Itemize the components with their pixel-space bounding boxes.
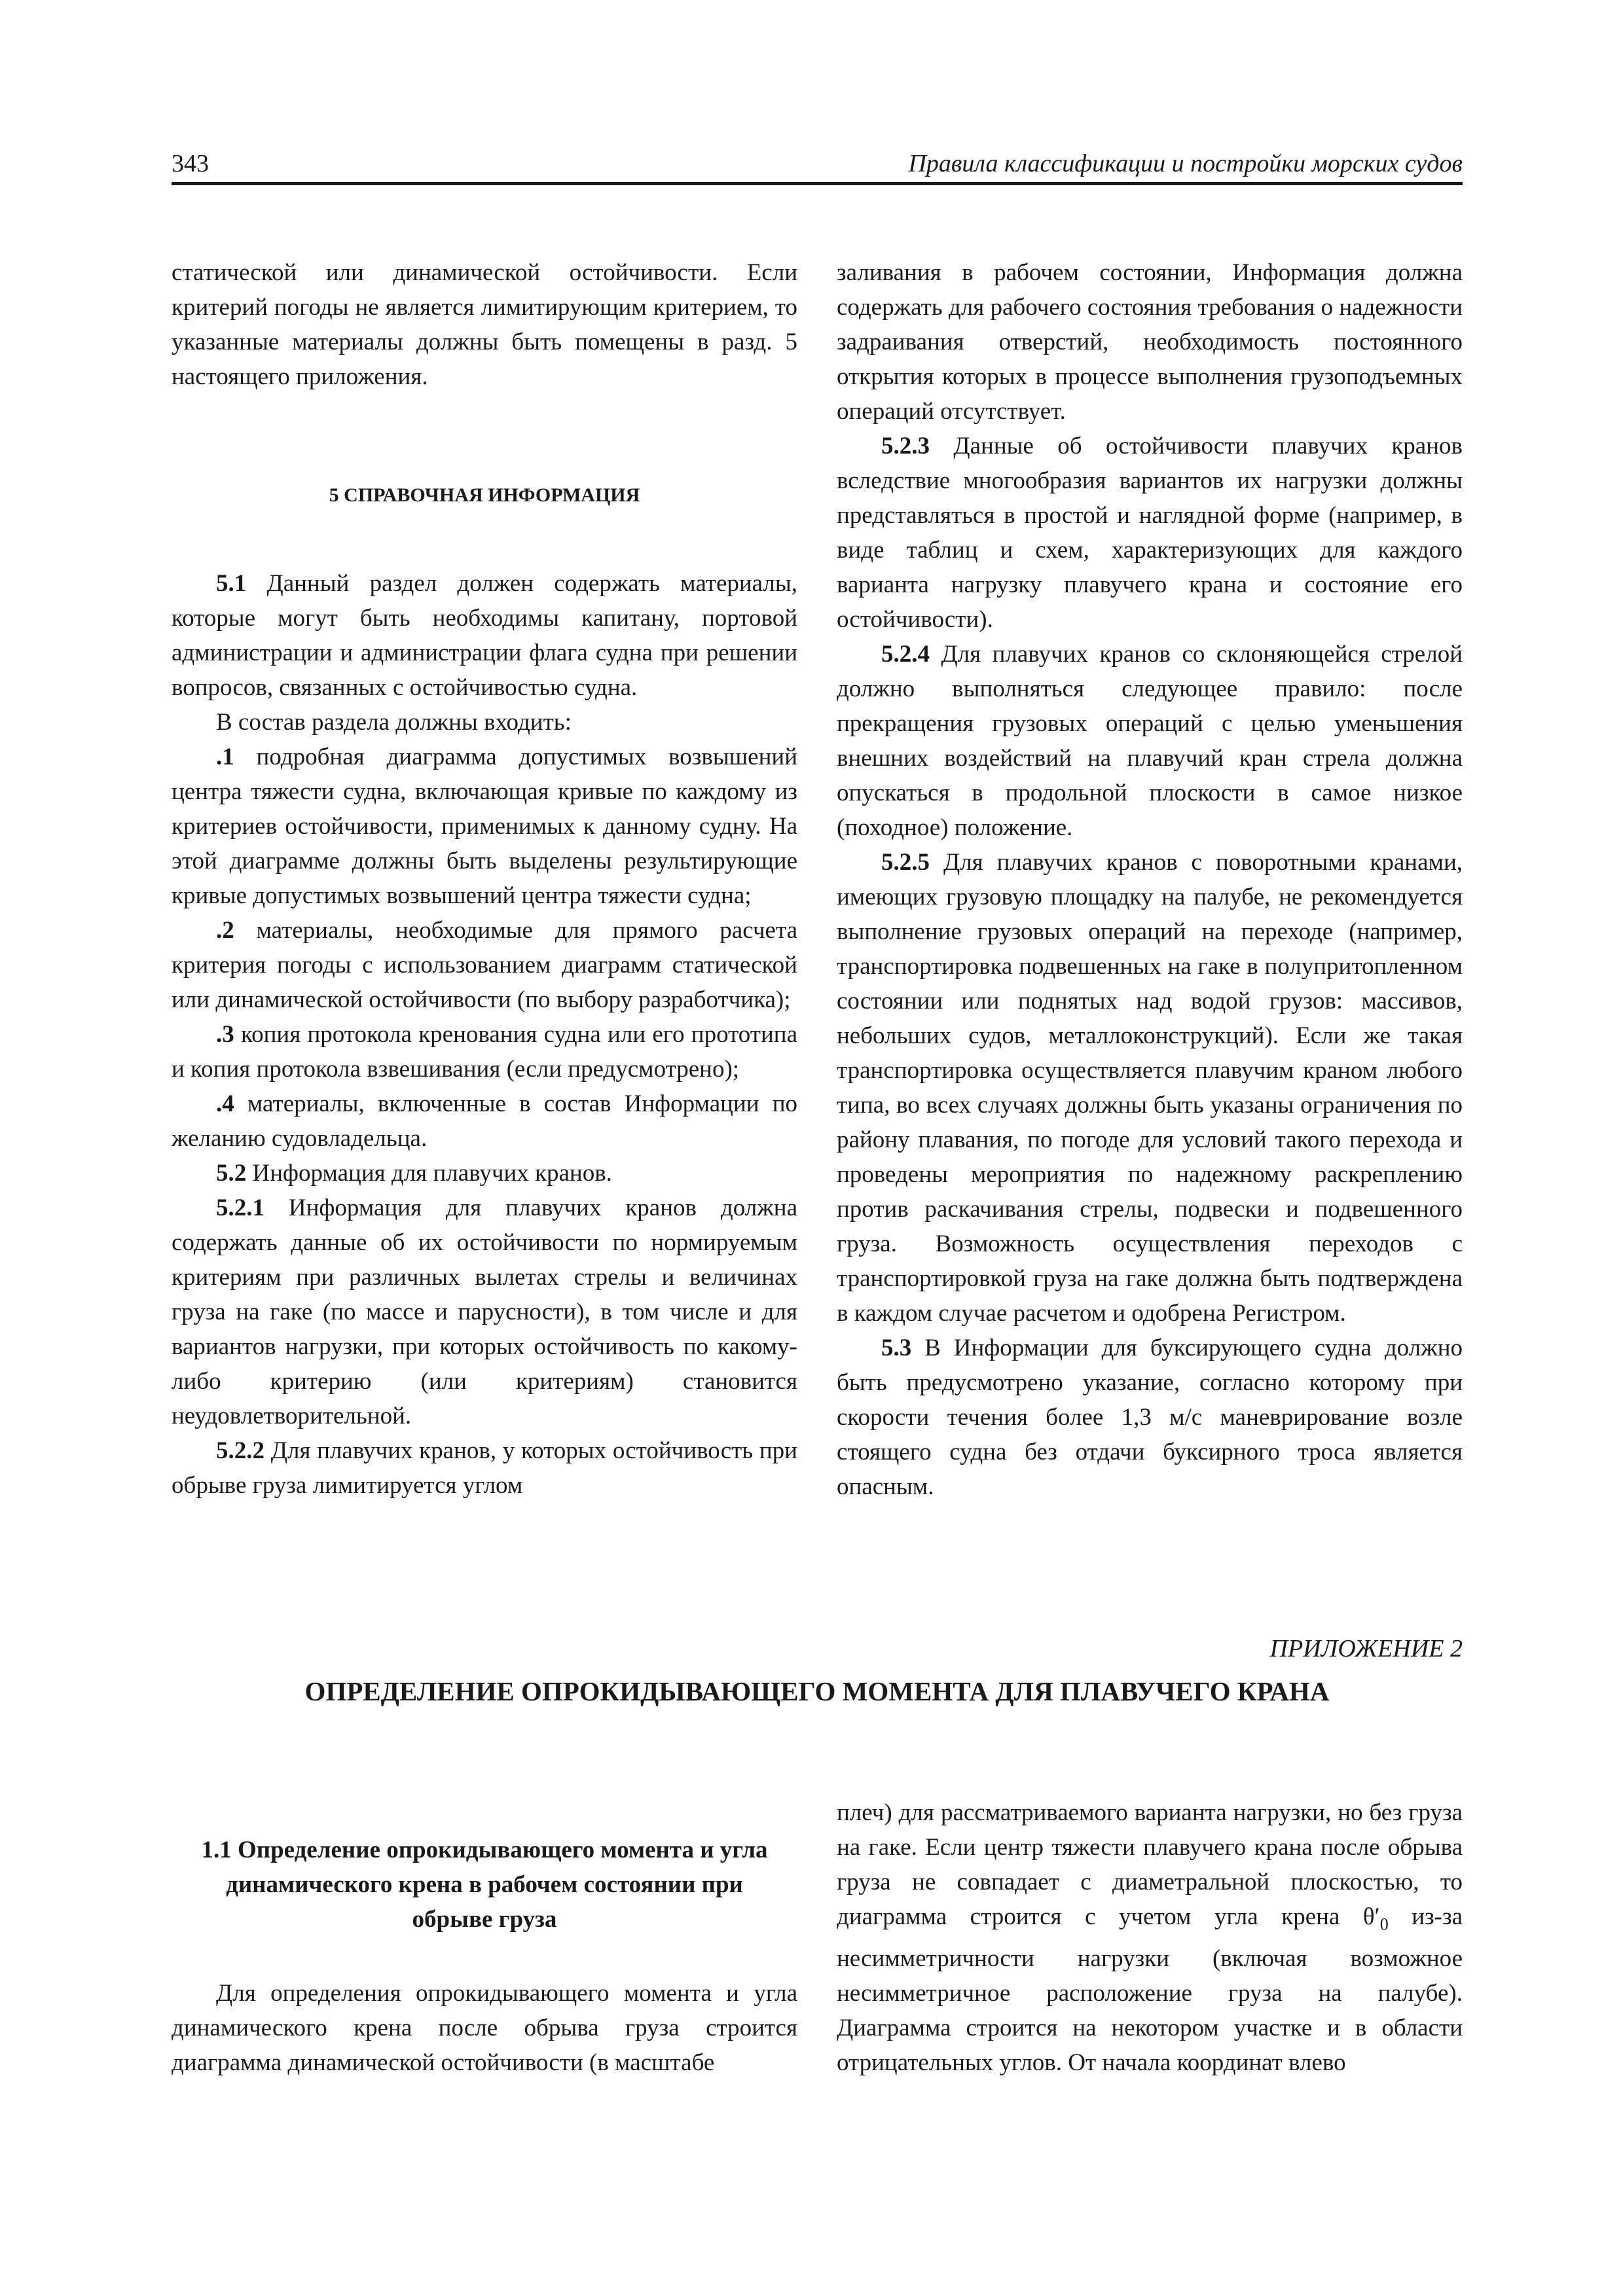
list-item: .2 материалы, необходимые для прямого расчета критерия погоды с использованием диаграмм статической или динамической остойчивости (по выбору разработчика);	[172, 917, 797, 1013]
section-title: 5 СПРАВОЧНАЯ ИНФОРМАЦИЯ	[329, 484, 640, 506]
paragraph-5-2-1: 5.2.1 Информация для плавучих кранов должна содержать данные об их остойчивости по нормируемым критериям при различных вылетах стрелы и величинах груза на гаке (по массе и парусности), в том числе и для вариантов нагрузки, при которых остойчивость по какому-либо критерию (или критериям) становится неудовлетворительной.	[172, 1194, 797, 1429]
paragraph-5-1: 5.1 Данный раздел должен содержать материалы, которые могут быть необходимы капитану, портовой администрации и администрации флага судна при решении вопросов, связанных с остойчивостью судна.	[172, 570, 797, 701]
paragraph: плеч) для рассматриваемого варианта нагрузки, но без груза на гаке. Если центр тяжести плавучего крана после обрыва груза не совпадает с диаметральной плоскостью, то диаграмма строится с учетом угла крена $\theta'_0$ из-за несимметричности нагрузки (включая возможное несимметричное расположение груза на палубе). Диаграмма строится на некотором участке и в области отрицательных углов. От начала координат влево	[837, 1799, 1463, 2077]
page-number: 343	[172, 150, 209, 177]
subsection-title: 1.1 Определение опрокидывающего момента и угла динамического крена в рабочем состоянии при обрыве груза	[201, 1837, 768, 1933]
running-title: Правила классификации и постройки морских судов	[908, 150, 1463, 177]
list-item: .3 копия протокола кренования судна или его прототипа и копия протокола взвешивания (если предусмотрено);	[172, 1021, 797, 1083]
page-header	[172, 145, 1463, 185]
paragraph-5-2-3: 5.2.3 Данные об остойчивости плавучих кранов вследствие многообразия вариантов их нагрузки должны представляться в простой и наглядной форме (например, в виде таблиц и схем, характеризующих для каждого варианта нагрузку плавучего крана и состояние его остойчивости).	[837, 433, 1463, 633]
paragraph-5-2-2: 5.2.2 Для плавучих кранов, у которых остойчивость при обрыве груза лимитируется углом	[172, 1437, 797, 1499]
top-left-column	[172, 255, 797, 1503]
appendix-label: ПРИЛОЖЕНИЕ 2	[1269, 1635, 1463, 1662]
paragraph: заливания в рабочем состоянии, Информация должна содержать для рабочего состояния требования о надежности задраивания отверстий, необходимость постоянного открытия которых в процессе выполнения грузоподъемных операций отсутствует.	[837, 259, 1463, 425]
bottom-right-column	[837, 1795, 1463, 2080]
paragraph-list-intro: В состав раздела должны входить:	[216, 709, 572, 736]
paragraph: статической или динамической остойчивости. Если критерий погоды не является лимитирующим критерием, то указанные материалы должны быть помещены в разд. 5 настоящего приложения.	[172, 259, 797, 390]
list-item: .4 материалы, включенные в состав Информации по желанию судовладельца.	[172, 1090, 797, 1152]
paragraph-5-2-4: 5.2.4 Для плавучих кранов со склоняющейся стрелой должно выполняться следующее правило: после прекращения грузовых операций с целью уменьшения внешних воздействий на плавучий кран стрела должна опускаться в продольной плоскости в самое низкое (походное) положение.	[837, 641, 1463, 841]
bottom-left-column	[172, 1833, 797, 2080]
paragraph-5-3: 5.3 В Информации для буксирующего судна должно быть предусмотрено указание, согласно которому при скорости течения более 1,3 м/с маневрирование возле стоящего судна без отдачи буксирного троса является опасным.	[837, 1335, 1463, 1500]
paragraph-5-2-5: 5.2.5 Для плавучих кранов с поворотными кранами, имеющих грузовую площадку на палубе, не рекомендуется выполнение грузовых операций на переходе (например, транспортировка подвешенных на гаке в полупритопленном состоянии или поднятых над водой грузов: массивов, небольших судов, металлоконструкций). Если же такая транспортировка осуществляется плавучим краном любого типа, во всех случаях должны быть указаны ограничения по району плавания, по погоде для условий такого перехода и проведены мероприятия по надежному раскреплению против раскачивания стрелы, подвески и подвешенного груза. Возможность осуществления переходов с транспортировкой груза на гаке должна быть подтверждена в каждом случае расчетом и одобрена Регистром.	[837, 849, 1463, 1327]
paragraph: Для определения опрокидывающего момента и угла динамического крена после обрыва груза строится диаграмма динамической остойчивости (в масштабе	[172, 1980, 797, 2076]
top-right-column	[837, 255, 1463, 1504]
paragraph-5-2: 5.2 Информация для плавучих кранов.	[216, 1160, 612, 1187]
appendix-title: ОПРЕДЕЛЕНИЕ ОПРОКИДЫВАЮЩЕГО МОМЕНТА ДЛЯ ПЛАВУЧЕГО КРАНА	[304, 1676, 1330, 1706]
list-item: .1 подробная диаграмма допустимых возвышений центра тяжести судна, включающая кривые по каждому из критериев остойчивости, применимых к данному судну. На этой диаграмме должны быть выделены результирующие кривые допустимых возвышений центра тяжести судна;	[172, 744, 797, 909]
